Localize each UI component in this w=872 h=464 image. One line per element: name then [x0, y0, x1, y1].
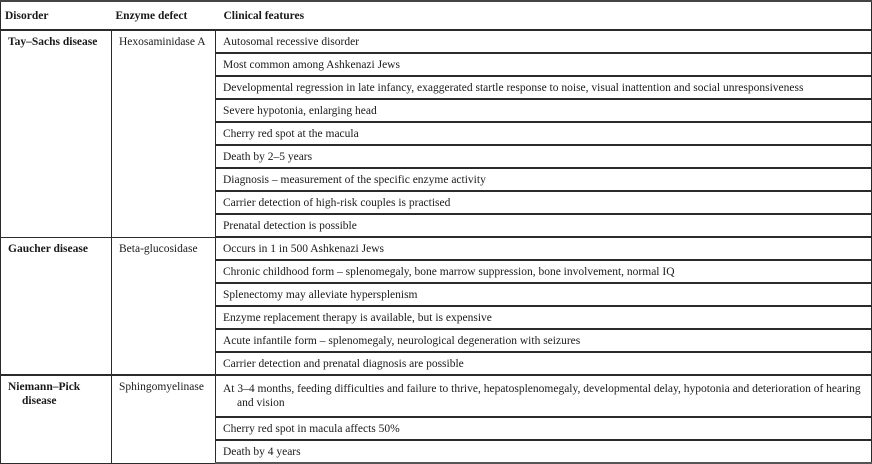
feature-cell: [216, 375, 872, 417]
disorder-cell: Gaucher disease: [1, 237, 112, 375]
feature-cell: Splenectomy may alleviate hypersplenism: [216, 283, 872, 306]
feature-cell: Most common among Ashkenazi Jews: [216, 53, 872, 76]
table-row: [1, 375, 872, 417]
feature-cell: Acute infantile form – splenomegaly, neurological degeneration with seizures: [216, 329, 872, 352]
feature-cell: Developmental regression in late infancy, exaggerated startle response to noise, visual inattention and social unresponsiveness: [216, 76, 872, 99]
enzyme-cell: Sphingomyelinase: [112, 375, 216, 463]
feature-cell: Enzyme replacement therapy is available, but is expensive: [216, 306, 872, 329]
header-enzyme-defect: Enzyme defect: [112, 1, 216, 30]
table-body: [1, 30, 872, 463]
feature-cell: Death by 4 years: [216, 440, 872, 463]
feature-cell: Autosomal recessive disorder: [216, 30, 872, 53]
feature-cell: Cherry red spot at the macula: [216, 122, 872, 145]
table-row: [1, 30, 872, 53]
table-row: [1, 237, 872, 260]
header-disorder: Disorder: [1, 1, 112, 30]
enzyme-cell: Hexosaminidase A: [112, 30, 216, 237]
feature-cell: Prenatal detection is possible: [216, 214, 872, 237]
feature-cell: Carrier detection of high-risk couples is practised: [216, 191, 872, 214]
feature-cell: Cherry red spot in macula affects 50%: [216, 417, 872, 440]
feature-cell: Carrier detection and prenatal diagnosis are possible: [216, 352, 872, 375]
header-row: [1, 1, 872, 30]
feature-cell: Occurs in 1 in 500 Ashkenazi Jews: [216, 237, 872, 260]
disorder-name: Niemann–Pick disease: [8, 381, 81, 407]
feature-cell: Diagnosis – measurement of the specific enzyme activity: [216, 168, 872, 191]
table-header: [1, 1, 872, 30]
disorder-cell: [1, 375, 112, 463]
disorder-cell: Tay–Sachs disease: [1, 30, 112, 237]
feature-cell: Severe hypotonia, enlarging head: [216, 99, 872, 122]
feature-text: At 3–4 months, feeding difficulties and failure to thrive, hepatosplenomegaly, developmental delay, hypotonia and deterioration of hearing and vision: [223, 383, 861, 409]
feature-cell: Chronic childhood form – splenomegaly, bone marrow suppression, bone involvement, normal IQ: [216, 260, 872, 283]
feature-cell: Death by 2–5 years: [216, 145, 872, 168]
header-clinical-features: Clinical features: [216, 1, 872, 30]
enzyme-cell: Beta-glucosidase: [112, 237, 216, 375]
